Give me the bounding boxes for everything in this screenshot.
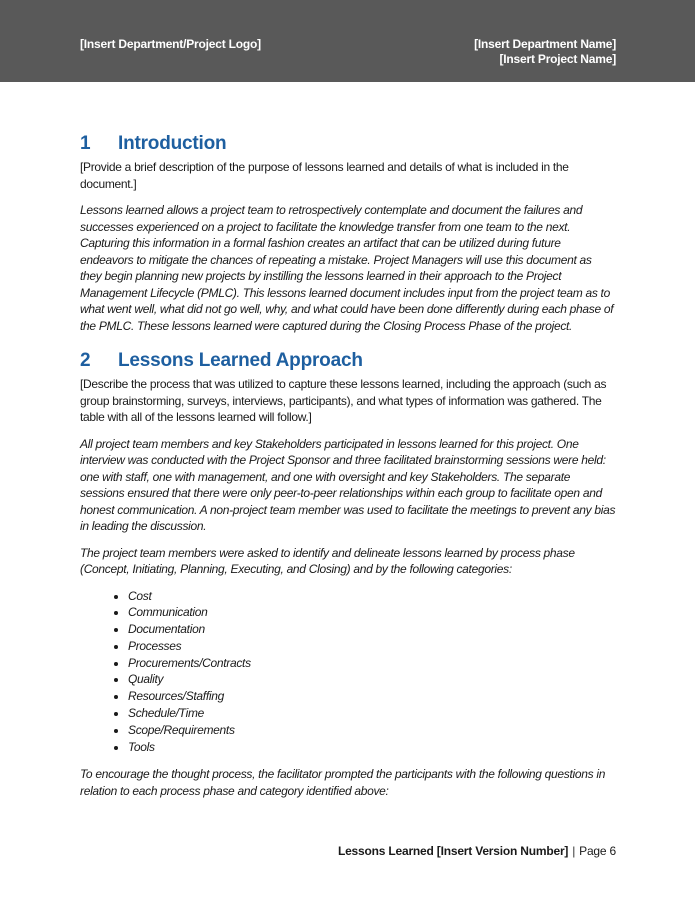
- section-2-paragraph-1: All project team members and key Stakeholders participated in lessons learned for this project. One interview was conducted with the Project Sponsor and three facilitated brainstorming sessions were held: one with staff, one with management, and one with oversight and key Stakeholders. The separate sessions ensured that there were only peer-to-peer relationships within each group to facilitate open and honest communication. A non-project team member was used to facilitate the meetings to prevent any bias in leading the discussion.: [80, 436, 616, 533]
- category-list-item: • Procurements/Contracts: [128, 655, 616, 672]
- categories-list: [80, 588, 616, 756]
- section-2-paragraph-2: The project team members were asked to identify and delineate lessons learned by process phase (Concept, Initiating, Planning, Executing, and Closing) and by the following categories:: [80, 545, 575, 576]
- category-list-item: • Tools: [128, 739, 616, 756]
- section-2-title: Lessons Learned Approach: [118, 350, 363, 371]
- category-list-item: • Documentation: [128, 621, 616, 638]
- section-1-title: Introduction: [118, 133, 227, 154]
- category-list-item: • Schedule/Time: [128, 705, 616, 722]
- section-1-heading: [80, 132, 616, 155]
- category-list-item: • Processes: [128, 638, 616, 655]
- header-names: [474, 37, 616, 67]
- section-1-instruction: [Provide a brief description of the purpose of lessons learned and details of what is included in the document.]: [80, 160, 569, 191]
- footer-page-number: Page 6: [579, 844, 616, 858]
- footer-separator: |: [572, 844, 576, 858]
- category-list-item: • Cost: [128, 588, 616, 605]
- project-name-placeholder: [Insert Project Name]: [499, 52, 616, 66]
- section-2-paragraph-3: To encourage the thought process, the facilitator prompted the participants with the following questions in relation to each process phase and category identified above:: [80, 767, 606, 798]
- department-name-placeholder: [Insert Department Name]: [474, 37, 616, 51]
- section-1-paragraph: Lessons learned allows a project team to retrospectively contemplate and document the failures and successes experienced on a project to facilitate the knowledge transfer from one team to the next. Capturing this information in a formal fashion creates an artifact that can be utilized during future endeavors to mitigate the chances of repeating a mistake. Project Managers will use this document as they begin planning new projects by instilling the lessons learned in their approach to the Project Management Lifecycle (PMLC). This lessons learned document includes input from the project team as to what went well, what did not go well, why, and what could have been done differently during each phase of the PMLC. These lessons learned were captured during the Closing Process Phase of the project.: [80, 203, 614, 333]
- category-list-item: • Scope/Requirements: [128, 722, 616, 739]
- section-1-number: 1: [80, 133, 91, 154]
- section-2-instruction: [Describe the process that was utilized to capture these lessons learned, including the approach (such as group brainstorming, surveys, interviews, participants), and what types of information was gathered. The table with all of the lessons learned will follow.]: [80, 377, 607, 424]
- category-list-item: • Quality: [128, 671, 616, 688]
- page-header: [0, 0, 695, 82]
- page-footer: [338, 844, 616, 858]
- section-2-number: 2: [80, 350, 91, 371]
- section-2-heading: [80, 349, 616, 372]
- category-list-item: • Resources/Staffing: [128, 688, 616, 705]
- logo-placeholder: [Insert Department/Project Logo]: [80, 37, 261, 51]
- footer-document-title: Lessons Learned [Insert Version Number]: [337, 844, 569, 858]
- category-list-item: • Communication: [128, 604, 616, 621]
- document-body: [0, 132, 695, 799]
